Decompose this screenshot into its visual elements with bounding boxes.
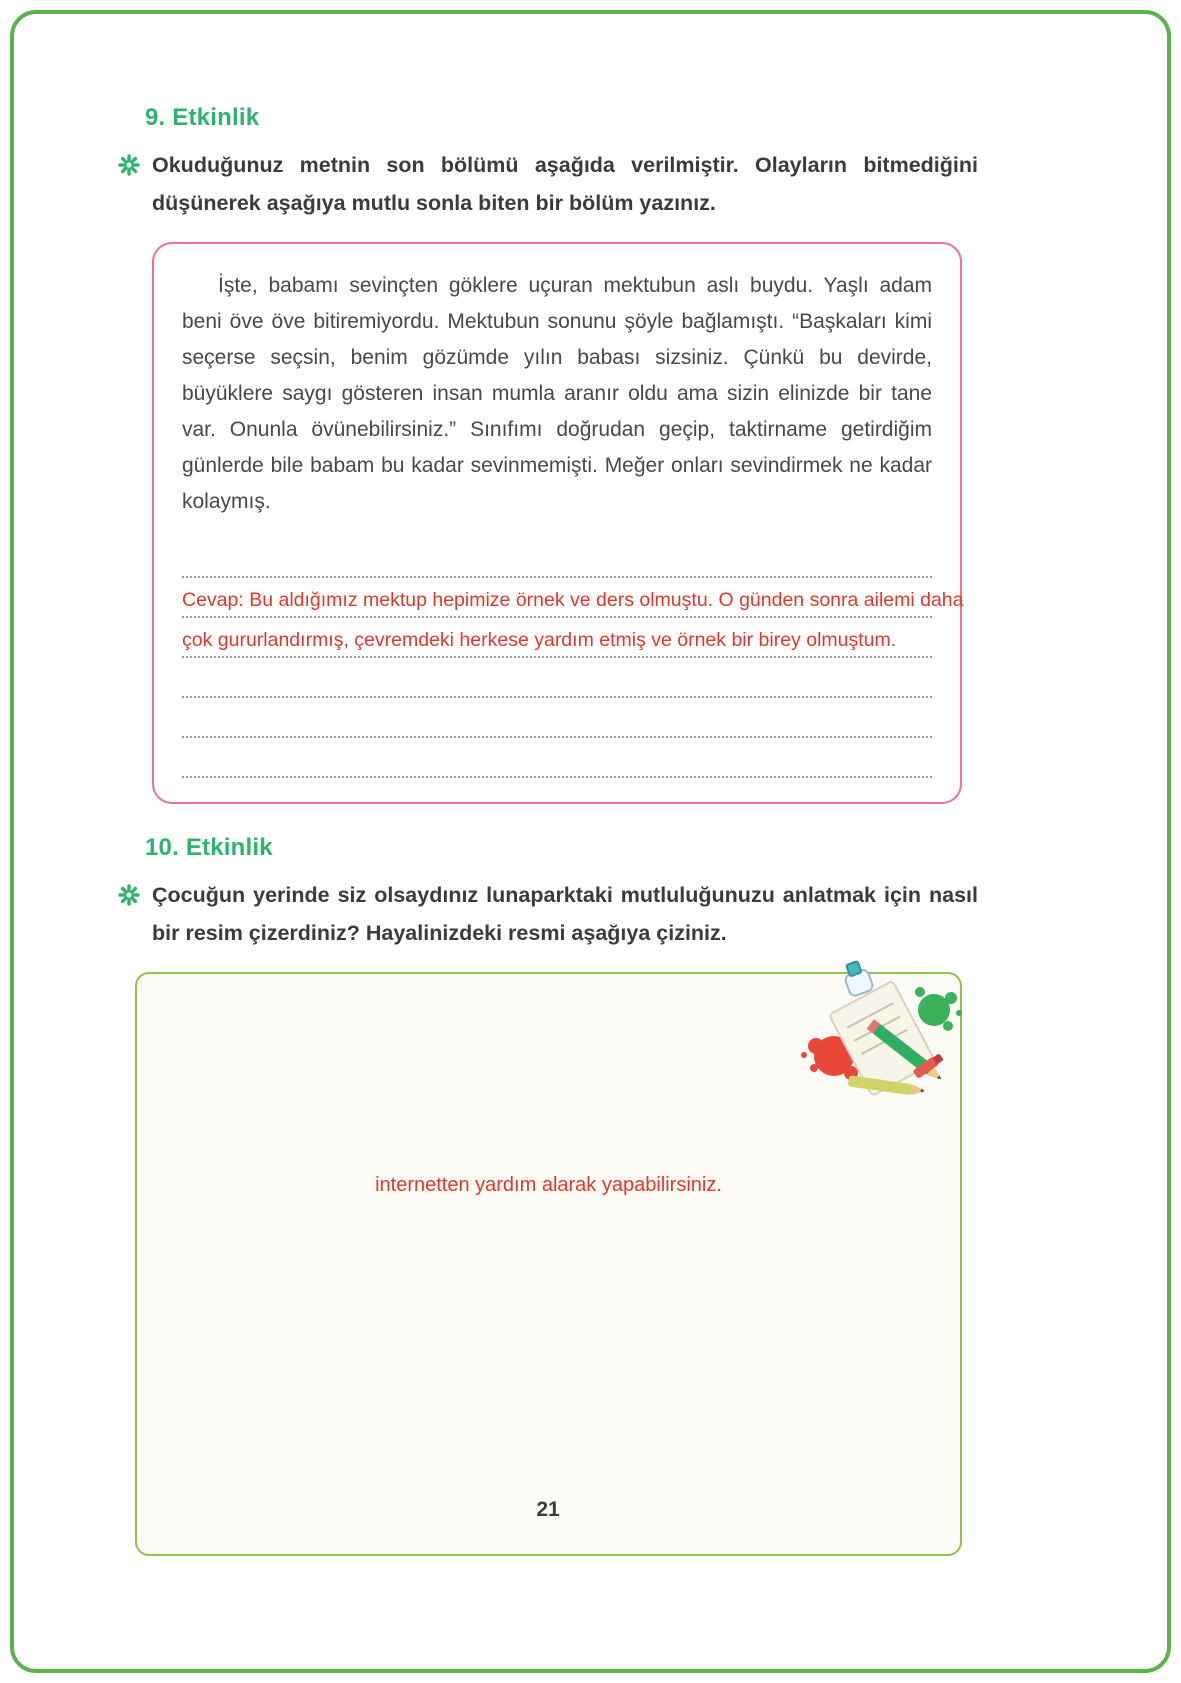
asterisk-burst-icon: [118, 884, 140, 911]
green-ink-splash: [915, 987, 962, 1031]
answer-text-line-1: Cevap: Bu aldığımız mektup hepimize örnek ve ders olmuştu. O günden sonra ailemi daha: [182, 589, 964, 611]
drawing-hint-text: internetten yardım alarak yapabilirsiniz.: [375, 1174, 722, 1196]
activity-9-title: 9. Etkinlik: [145, 104, 260, 131]
answer-line-1[interactable]: [182, 578, 964, 618]
ink-bottle: [841, 959, 874, 997]
activity-10-prompt-row: [118, 876, 978, 952]
answer-blank-line[interactable]: [182, 698, 932, 738]
stationery-illustration-icon: [796, 958, 966, 1113]
answer-lines: [182, 538, 964, 778]
answer-text-line-2: çok gururlandırmış, çevremdeki herkese yardım etmiş ve örnek bir birey olmuştum.: [182, 629, 897, 651]
activity-9-section: [118, 104, 978, 804]
activity-10-prompt: Çocuğun yerinde siz olsaydınız lunaparktaki mutluluğunuzu anlatmak için nasıl bir resim çizerdiniz? Hayalinizdeki resmi aşağıya çiziniz.: [152, 883, 978, 945]
page-number: 21: [536, 1498, 560, 1521]
activity-10-title: 10. Etkinlik: [145, 834, 273, 861]
answer-blank-line[interactable]: [182, 538, 932, 578]
activity-9-prompt: Okuduğunuz metnin son bölümü aşağıda verilmiştir. Olayların bitmediğini düşünerek aşağıya mutlu sonla biten bir bölüm yazınız.: [152, 153, 978, 215]
answer-blank-line[interactable]: [182, 658, 932, 698]
page-content: [118, 104, 978, 1556]
passage-box: [152, 242, 962, 804]
answer-blank-line[interactable]: [182, 738, 932, 778]
answer-line-2[interactable]: [182, 618, 932, 658]
passage-text: İşte, babamı sevinçten göklere uçuran mektubun aslı buydu. Yaşlı adam beni öve öve bitiremiyordu. Mektubun sonunu şöyle bağlamıştı. “Başkaları kimi seçerse seçsin, benim gözümde yılın babası sizsiniz. Çünkü bu devirde, büyüklere saygı gösteren insan mumla aranır oldu ama sizin elinizde bir tane var. Onunla övünebilirsiniz.” Sınıfımı doğrudan geçip, taktirname getirdiğim günlerde bile babam bu kadar sevinmemişti. Meğer onları sevindirmek ne kadar kolaymış.: [182, 274, 932, 513]
activity-10-section: [118, 834, 978, 1556]
drawing-area[interactable]: [135, 972, 962, 1556]
asterisk-burst-icon: [118, 154, 140, 181]
activity-9-prompt-row: [118, 146, 978, 222]
